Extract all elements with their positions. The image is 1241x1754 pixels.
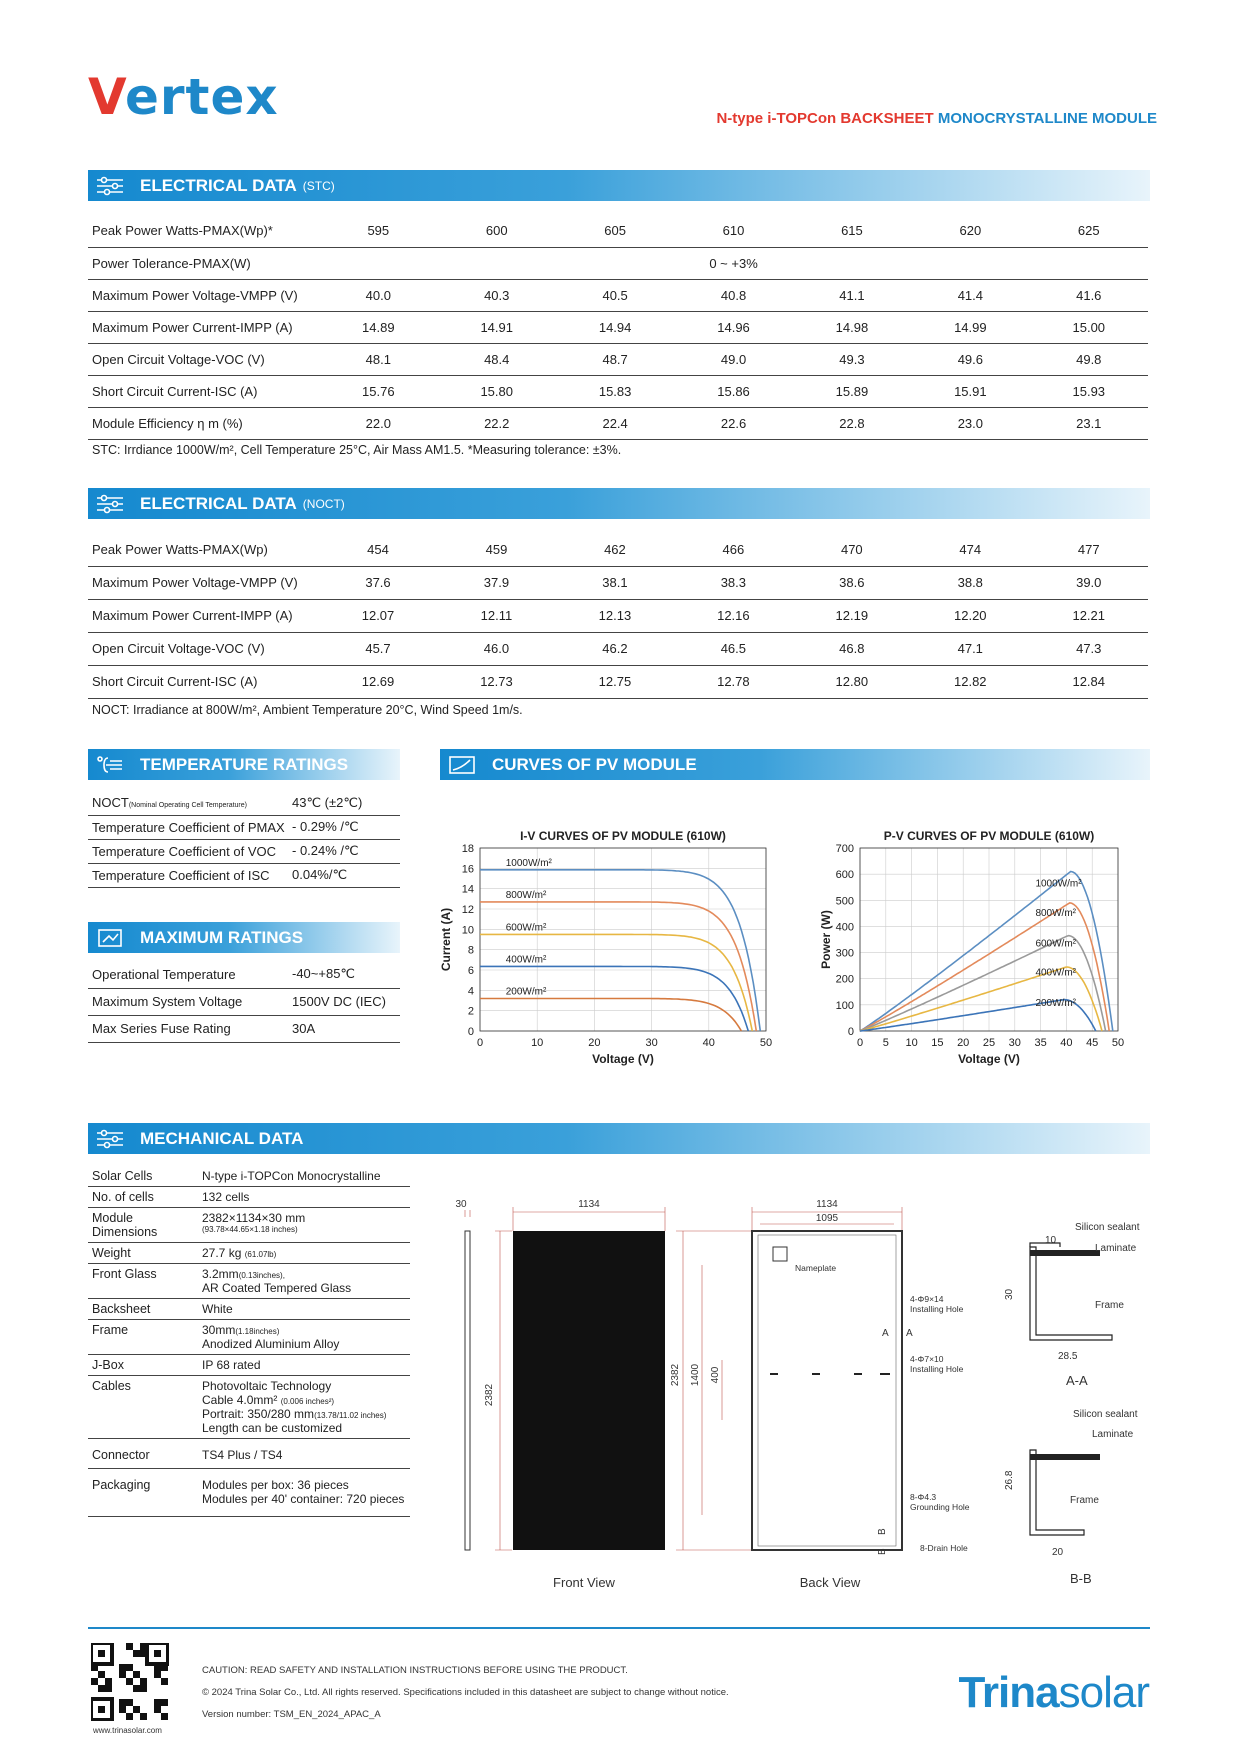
row-value: 48.4 — [438, 343, 556, 375]
qr-module — [161, 1699, 168, 1706]
row-value: 14.89 — [319, 311, 437, 343]
row-value: 39.0 — [1030, 566, 1149, 599]
row-value: 0 ~ +3% — [319, 247, 1148, 279]
x-tick-label: 15 — [931, 1037, 944, 1049]
x-tick-label: 20 — [957, 1037, 970, 1049]
x-tick-label: 25 — [982, 1037, 996, 1049]
temp-v-3: 0.04%/℃ — [288, 863, 400, 887]
x-tick-label: 40 — [702, 1037, 715, 1049]
row-value: 15.93 — [1030, 375, 1148, 407]
row-label: Maximum Power Current-IMPP (A) — [88, 311, 319, 343]
footer-version: Version number: TSM_EN_2024_APAC_A — [202, 1709, 381, 1720]
series-line — [480, 934, 752, 1031]
svg-text:30: 30 — [1004, 1288, 1015, 1300]
row-value: 22.0 — [319, 407, 437, 439]
row-label: Maximum Power Voltage-VMPP (V) — [88, 566, 319, 599]
y-tick-label: 8 — [467, 944, 474, 957]
series-label: 1000W/m² — [505, 857, 552, 869]
x-tick-label: 30 — [1008, 1037, 1021, 1049]
section-mechanical: MECHANICAL DATA — [88, 1123, 1150, 1154]
mech-k: Frame — [88, 1320, 198, 1355]
row-value: 48.1 — [319, 343, 437, 375]
svg-text:1095: 1095 — [815, 1213, 839, 1224]
mech-k: Connector — [88, 1439, 198, 1469]
qr-module — [119, 1706, 126, 1713]
product-subtitle: N-type i-TOPCon BACKSHEET MONOCRYSTALLINE MODULE — [716, 110, 1157, 127]
row-value: 620 — [911, 215, 1029, 247]
y-tick-label: 100 — [835, 999, 854, 1012]
temp-v-0: 43℃ (±2℃) — [288, 791, 400, 815]
svg-text:8-Φ4.3: 8-Φ4.3 — [910, 1492, 937, 1502]
section-curves: CURVES OF PV MODULE — [440, 749, 1150, 780]
table-row — [88, 566, 1148, 599]
row-value: 41.4 — [911, 279, 1029, 311]
row-value: 49.0 — [674, 343, 792, 375]
row-value: 470 — [793, 533, 911, 566]
mech-k: Module Dimensions — [88, 1208, 198, 1243]
max-v-1: 1500V DC (IEC) — [288, 988, 400, 1015]
row-label: Peak Power Watts-PMAX(Wp)* — [88, 215, 319, 247]
qr-finder-center — [98, 1650, 105, 1657]
x-tick-label: 40 — [1060, 1037, 1073, 1049]
svg-text:8-Drain Hole: 8-Drain Hole — [920, 1543, 968, 1553]
chart-title: P-V CURVES OF PV MODULE (610W) — [883, 829, 1095, 843]
vertex-logo: Vertex — [88, 68, 279, 126]
qr-module — [98, 1671, 105, 1678]
x-axis-label: Voltage (V) — [958, 1052, 1020, 1066]
mechanical-table — [88, 1166, 410, 1517]
max-k-2: Max Series Fuse Rating — [88, 1015, 288, 1042]
table-row — [88, 215, 1148, 247]
x-tick-label: 50 — [759, 1037, 773, 1049]
qr-module — [126, 1699, 133, 1706]
y-tick-label: 400 — [835, 921, 854, 934]
svg-text:1134: 1134 — [816, 1199, 838, 1210]
row-value: 40.8 — [674, 279, 792, 311]
y-tick-label: 18 — [461, 843, 474, 855]
series-label: 800W/m² — [505, 889, 547, 901]
qr-code-icon — [91, 1643, 169, 1721]
mech-k: Weight — [88, 1243, 198, 1264]
sliders-icon — [96, 494, 124, 514]
temperature-table — [88, 791, 400, 888]
row-value: 14.94 — [556, 311, 674, 343]
y-axis-label: Power (W) — [819, 910, 833, 969]
series-label: 600W/m² — [1035, 938, 1077, 950]
temp-v-1: - 0.29% /℃ — [288, 815, 400, 839]
table-row — [88, 599, 1148, 632]
qr-module — [133, 1650, 140, 1657]
y-tick-label: 12 — [461, 904, 474, 916]
series-line — [480, 999, 741, 1032]
row-value: 615 — [793, 215, 911, 247]
svg-text:B: B — [877, 1548, 888, 1555]
row-value: 38.8 — [911, 566, 1029, 599]
trinasolar-logo: Trinasolar — [958, 1668, 1149, 1717]
qr-module — [133, 1706, 140, 1713]
row-value: 15.80 — [438, 375, 556, 407]
svg-text:B: B — [877, 1528, 888, 1535]
noct-table — [88, 533, 1148, 699]
mech-k: Cables — [88, 1376, 198, 1439]
footer-caution: CAUTION: READ SAFETY AND INSTALLATION INSTRUCTIONS BEFORE USING THE PRODUCT. — [202, 1665, 628, 1676]
curve-icon — [448, 755, 476, 775]
qr-finder-center — [98, 1706, 105, 1713]
row-value: 41.1 — [793, 279, 911, 311]
row-value: 14.99 — [911, 311, 1029, 343]
svg-text:2382: 2382 — [484, 1383, 495, 1407]
row-label: Maximum Power Voltage-VMPP (V) — [88, 279, 319, 311]
y-tick-label: 600 — [835, 869, 854, 882]
plot-frame — [480, 848, 766, 1031]
svg-text:Installing Hole: Installing Hole — [910, 1364, 964, 1374]
svg-text:4-Φ7×10: 4-Φ7×10 — [910, 1354, 944, 1364]
svg-text:A: A — [882, 1328, 889, 1339]
row-value: 462 — [556, 533, 674, 566]
svg-text:Front View: Front View — [553, 1575, 615, 1590]
footer-copyright: © 2024 Trina Solar Co., Ltd. All rights reserved. Specifications included in this datasheet are subject to change without notice. — [202, 1687, 729, 1698]
series-label: 200W/m² — [1035, 997, 1077, 1009]
svg-text:28.5: 28.5 — [1058, 1351, 1078, 1362]
row-value: 12.20 — [911, 599, 1029, 632]
qr-module — [140, 1713, 147, 1720]
svg-text:30: 30 — [455, 1199, 467, 1210]
qr-module — [133, 1685, 140, 1692]
row-value: 12.78 — [674, 665, 792, 698]
row-value: 15.00 — [1030, 311, 1148, 343]
row-value: 12.13 — [556, 599, 674, 632]
max-k-0: Operational Temperature — [88, 961, 288, 988]
sliders-icon — [96, 1129, 124, 1149]
iv-chart — [430, 822, 810, 1082]
y-tick-label: 0 — [847, 1026, 854, 1038]
row-label: Peak Power Watts-PMAX(Wp) — [88, 533, 319, 566]
section-electrical-stc: ELECTRICAL DATA (STC) — [88, 170, 1150, 201]
svg-text:Silicon sealant: Silicon sealant — [1073, 1409, 1138, 1420]
max-k-1: Maximum System Voltage — [88, 988, 288, 1015]
temp-k-0: NOCT(Nominal Operating Cell Temperature) — [88, 791, 288, 815]
row-label: Open Circuit Voltage-VOC (V) — [88, 343, 319, 375]
row-label: Module Efficiency η m (%) — [88, 407, 319, 439]
x-tick-label: 35 — [1034, 1037, 1047, 1049]
row-value: 37.9 — [437, 566, 555, 599]
mech-v: TS4 Plus / TS4 — [198, 1439, 410, 1469]
mech-v: 132 cells — [198, 1187, 410, 1208]
row-value: 454 — [319, 533, 437, 566]
mech-k: Front Glass — [88, 1264, 198, 1299]
row-value: 22.2 — [438, 407, 556, 439]
svg-text:Grounding Hole: Grounding Hole — [910, 1502, 970, 1512]
row-value: 15.91 — [911, 375, 1029, 407]
footer-url: www.trinasolar.com — [93, 1726, 162, 1735]
x-tick-label: 45 — [1086, 1037, 1099, 1049]
x-tick-label: 20 — [588, 1037, 601, 1049]
qr-module — [133, 1671, 140, 1678]
section-temperature: TEMPERATURE RATINGS — [88, 749, 400, 780]
qr-module — [126, 1713, 133, 1720]
row-value: 23.0 — [911, 407, 1029, 439]
row-value: 474 — [911, 533, 1029, 566]
series-label: 200W/m² — [505, 986, 547, 998]
y-tick-label: 700 — [835, 843, 854, 855]
y-tick-label: 0 — [467, 1026, 474, 1038]
row-value: 22.6 — [674, 407, 792, 439]
svg-text:A-A: A-A — [1066, 1373, 1088, 1388]
row-label: Power Tolerance-PMAX(W) — [88, 247, 319, 279]
row-value: 15.76 — [319, 375, 437, 407]
y-tick-label: 200 — [835, 973, 854, 986]
svg-text:Installing Hole: Installing Hole — [910, 1304, 964, 1314]
row-value: 15.86 — [674, 375, 792, 407]
thermometer-icon — [96, 755, 124, 775]
y-tick-label: 4 — [467, 985, 474, 998]
row-value: 14.98 — [793, 311, 911, 343]
row-value: 22.4 — [556, 407, 674, 439]
noct-note: NOCT: Irradiance at 800W/m², Ambient Temperature 20°C, Wind Speed 1m/s. — [92, 703, 523, 717]
temp-k-2: Temperature Coefficient of VOC — [88, 839, 288, 863]
row-value: 14.91 — [438, 311, 556, 343]
x-axis-label: Voltage (V) — [592, 1052, 654, 1066]
mech-k: Solar Cells — [88, 1166, 198, 1187]
qr-module — [140, 1685, 147, 1692]
stc-table — [88, 215, 1148, 440]
row-value: 23.1 — [1030, 407, 1148, 439]
mech-v: 2382×1134×30 mm (93.78×44.65×1.18 inches) — [198, 1208, 410, 1243]
qr-module — [161, 1678, 168, 1685]
mech-v: IP 68 rated — [198, 1355, 410, 1376]
row-value: 38.3 — [674, 566, 792, 599]
table-row — [88, 247, 1148, 279]
row-value: 38.6 — [793, 566, 911, 599]
temp-k-1: Temperature Coefficient of PMAX — [88, 815, 288, 839]
qr-module — [161, 1713, 168, 1720]
svg-text:Frame: Frame — [1095, 1300, 1124, 1311]
row-value: 49.3 — [793, 343, 911, 375]
mech-k: Backsheet — [88, 1299, 198, 1320]
svg-text:2382: 2382 — [670, 1363, 681, 1387]
qr-module — [126, 1643, 133, 1650]
row-value: 12.21 — [1030, 599, 1149, 632]
row-value: 12.07 — [319, 599, 437, 632]
y-tick-label: 16 — [461, 863, 474, 876]
x-tick-label: 5 — [882, 1037, 889, 1049]
svg-text:1400: 1400 — [690, 1363, 701, 1387]
row-value: 625 — [1030, 215, 1148, 247]
row-value: 459 — [437, 533, 555, 566]
row-value: 12.84 — [1030, 665, 1149, 698]
max-v-2: 30A — [288, 1015, 400, 1042]
y-tick-label: 300 — [835, 947, 854, 960]
x-tick-label: 0 — [476, 1037, 484, 1049]
row-value: 595 — [319, 215, 437, 247]
table-row — [88, 279, 1148, 311]
pv-chart — [800, 822, 1160, 1082]
maximum-table — [88, 961, 400, 1043]
svg-text:1134: 1134 — [578, 1199, 600, 1210]
qr-module — [98, 1685, 105, 1692]
row-label: Maximum Power Current-IMPP (A) — [88, 599, 319, 632]
row-value: 12.82 — [911, 665, 1029, 698]
stc-note: STC: Irrdiance 1000W/m², Cell Temperature 25°C, Air Mass AM1.5. *Measuring tolerance: ±3%. — [92, 443, 622, 457]
temp-v-2: - 0.24% /℃ — [288, 839, 400, 863]
row-value: 605 — [556, 215, 674, 247]
table-row — [88, 407, 1148, 439]
qr-module — [91, 1678, 98, 1685]
x-tick-label: 10 — [531, 1037, 544, 1049]
qr-module — [154, 1699, 161, 1706]
row-value: 47.1 — [911, 632, 1029, 665]
y-tick-label: 10 — [461, 924, 474, 937]
svg-text:20: 20 — [1052, 1547, 1064, 1558]
mech-v: N-type i-TOPCon Monocrystalline — [198, 1166, 410, 1187]
mech-v: 27.7 kg (61.07lb) — [198, 1243, 410, 1264]
section-maximum: MAXIMUM RATINGS — [88, 922, 400, 953]
svg-text:Laminate: Laminate — [1092, 1429, 1134, 1440]
row-value: 610 — [674, 215, 792, 247]
svg-text:B-B: B-B — [1070, 1571, 1092, 1586]
svg-text:4-Φ9×14: 4-Φ9×14 — [910, 1294, 944, 1304]
y-tick-label: 14 — [461, 883, 474, 896]
chart-title: I-V CURVES OF PV MODULE (610W) — [520, 829, 726, 843]
svg-text:Frame: Frame — [1070, 1495, 1099, 1506]
svg-text:400: 400 — [710, 1366, 721, 1384]
sliders-icon — [96, 176, 124, 196]
series-label: 600W/m² — [505, 922, 547, 934]
x-tick-label: 10 — [905, 1037, 918, 1049]
table-row — [88, 343, 1148, 375]
row-value: 12.69 — [319, 665, 437, 698]
row-value: 14.96 — [674, 311, 792, 343]
qr-module — [119, 1664, 126, 1671]
y-axis-label: Current (A) — [439, 907, 453, 972]
svg-text:Laminate: Laminate — [1095, 1243, 1137, 1254]
qr-module — [126, 1678, 133, 1685]
row-label: Short Circuit Current-ISC (A) — [88, 665, 319, 698]
table-row — [88, 311, 1148, 343]
row-label: Short Circuit Current-ISC (A) — [88, 375, 319, 407]
qr-finder-center — [154, 1650, 161, 1657]
y-tick-label: 6 — [467, 965, 474, 977]
row-value: 600 — [438, 215, 556, 247]
qr-module — [126, 1664, 133, 1671]
row-value: 12.75 — [556, 665, 674, 698]
gauge-icon — [96, 928, 124, 948]
row-value: 38.1 — [556, 566, 674, 599]
svg-text:10: 10 — [1045, 1235, 1057, 1246]
row-value: 49.6 — [911, 343, 1029, 375]
row-value: 48.7 — [556, 343, 674, 375]
y-tick-label: 500 — [835, 895, 854, 908]
table-row — [88, 665, 1148, 698]
dimension-drawing — [440, 1195, 1160, 1605]
row-value: 46.8 — [793, 632, 911, 665]
x-tick-label: 50 — [1111, 1037, 1125, 1049]
row-value: 45.7 — [319, 632, 437, 665]
row-value: 12.80 — [793, 665, 911, 698]
mech-k: No. of cells — [88, 1187, 198, 1208]
qr-module — [154, 1706, 161, 1713]
row-value: 12.11 — [437, 599, 555, 632]
table-row — [88, 533, 1148, 566]
mech-v: Photovoltaic Technology Cable 4.0mm² (0.006 inches²) Portrait: 350/280 mm(13.78/11.02 inches) Length can be customized — [198, 1376, 410, 1439]
svg-text:Silicon sealant: Silicon sealant — [1075, 1222, 1140, 1233]
svg-text:A: A — [906, 1328, 913, 1339]
mech-v: White — [198, 1299, 410, 1320]
table-row — [88, 632, 1148, 665]
svg-text:Nameplate: Nameplate — [795, 1263, 837, 1273]
svg-text:26.8: 26.8 — [1004, 1470, 1015, 1490]
y-tick-label: 2 — [467, 1005, 474, 1018]
qr-module — [105, 1678, 112, 1685]
row-value: 49.8 — [1030, 343, 1148, 375]
qr-module — [119, 1671, 126, 1678]
qr-module — [154, 1671, 161, 1678]
row-value: 12.73 — [437, 665, 555, 698]
x-tick-label: 30 — [645, 1037, 658, 1049]
row-value: 40.3 — [438, 279, 556, 311]
qr-module — [105, 1685, 112, 1692]
x-tick-label: 0 — [856, 1037, 864, 1049]
row-value: 12.16 — [674, 599, 792, 632]
row-value: 37.6 — [319, 566, 437, 599]
mech-v: Modules per box: 36 pieces Modules per 40' container: 720 pieces — [198, 1469, 410, 1517]
row-value: 46.2 — [556, 632, 674, 665]
max-v-0: -40~+85℃ — [288, 961, 400, 988]
series-line — [860, 936, 1106, 1031]
series-label: 400W/m² — [505, 954, 547, 966]
qr-module — [119, 1699, 126, 1706]
row-value: 12.19 — [793, 599, 911, 632]
mech-k: Packaging — [88, 1469, 198, 1517]
footer-rule — [88, 1627, 1150, 1629]
mech-v: 3.2mm(0.13inches), AR Coated Tempered Glass — [198, 1264, 410, 1299]
series-label: 400W/m² — [1035, 967, 1077, 979]
row-value: 466 — [674, 533, 792, 566]
row-value: 47.3 — [1030, 632, 1149, 665]
mech-v: 30mm(1.18inches) Anodized Aluminium Alloy — [198, 1320, 410, 1355]
temp-k-3: Temperature Coefficient of ISC — [88, 863, 288, 887]
row-value: 41.6 — [1030, 279, 1148, 311]
row-value: 15.83 — [556, 375, 674, 407]
mech-k: J-Box — [88, 1355, 198, 1376]
series-label: 800W/m² — [1035, 907, 1077, 919]
row-value: 40.5 — [556, 279, 674, 311]
section-electrical-noct: ELECTRICAL DATA (NOCT) — [88, 488, 1150, 519]
row-value: 22.8 — [793, 407, 911, 439]
row-value: 477 — [1030, 533, 1149, 566]
row-value: 46.0 — [437, 632, 555, 665]
row-value: 46.5 — [674, 632, 792, 665]
qr-module — [140, 1678, 147, 1685]
table-row — [88, 375, 1148, 407]
row-label: Open Circuit Voltage-VOC (V) — [88, 632, 319, 665]
series-label: 1000W/m² — [1035, 878, 1082, 890]
row-value: 15.89 — [793, 375, 911, 407]
svg-text:Back View: Back View — [799, 1575, 861, 1590]
row-value: 40.0 — [319, 279, 437, 311]
